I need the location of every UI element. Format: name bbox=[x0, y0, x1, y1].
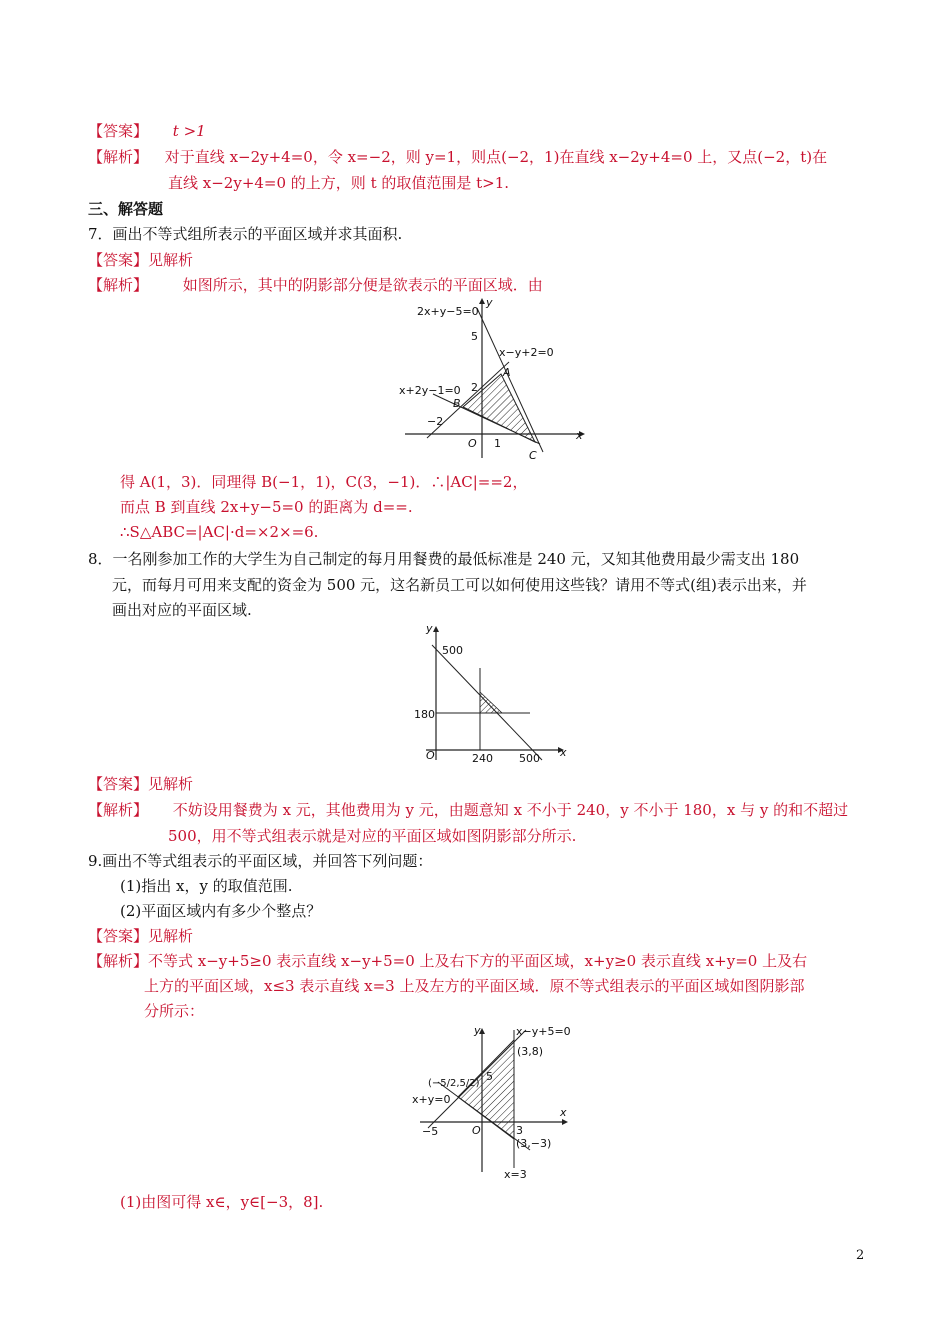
point-c-label: C bbox=[529, 449, 537, 462]
analysis-text: 如图所示，其中的阴影部分便是欲表示的平面区域．由 bbox=[182, 276, 543, 294]
point-b-label: B bbox=[453, 397, 461, 410]
analysis-tag: 【解析】 bbox=[88, 952, 149, 970]
answer-text: 见解析 bbox=[148, 775, 194, 793]
q8-analysis-line2: 500，用不等式组表示就是对应的平面区域如图阴影部分所示. bbox=[168, 827, 577, 845]
page-number: 2 bbox=[856, 1248, 865, 1263]
label-x-2y-1: x+2y−1=0 bbox=[399, 384, 461, 397]
x-axis-arrow-icon bbox=[562, 1119, 568, 1125]
q8-question-line1: 8．一名刚参加工作的大学生为自己制定的每月用餐费的最低标准是 240 元，又知其他费用最少需支出 180 bbox=[88, 550, 800, 568]
line-x-plus-y-500 bbox=[432, 645, 542, 760]
answer-tag: 【答案】 bbox=[88, 251, 149, 269]
origin-label: O bbox=[472, 1124, 481, 1137]
q8-answer bbox=[88, 774, 193, 794]
analysis-tag: 【解析】 bbox=[88, 276, 149, 294]
x-axis-label: x bbox=[576, 429, 583, 442]
q6-analysis-line2: 直线 x−2y+4=0 的上方，则 t 的取值范围是 t>1. bbox=[168, 174, 510, 192]
x-axis-label: x bbox=[560, 1106, 567, 1119]
x-tick-240: 240 bbox=[472, 752, 493, 765]
q9-analysis-line1 bbox=[88, 951, 807, 971]
point-left-label: (−5/2,5/2) bbox=[428, 1078, 480, 1089]
tick-5: 5 bbox=[471, 330, 478, 343]
point-top-label: (3,8) bbox=[517, 1045, 544, 1058]
tick-5: 5 bbox=[486, 1070, 493, 1083]
tick-1: 1 bbox=[494, 437, 501, 450]
q8-figure bbox=[412, 622, 572, 766]
x-axis-label: x bbox=[560, 746, 567, 759]
x-tick-500: 500 bbox=[519, 752, 540, 765]
shaded-region bbox=[480, 692, 502, 713]
label-2x-y-5: 2x+y−5=0 bbox=[417, 305, 479, 318]
y-axis-label: y bbox=[474, 1024, 481, 1037]
q8-question-line2: 元，而每月可用来支配的资金为 500 元，这名新员工可以如何使用这些钱？请用不等式(组)表示出来，并 bbox=[112, 576, 807, 594]
q7-step3: ∴S△ABC=|AC|·d=×2×=6. bbox=[120, 523, 319, 541]
y-axis-arrow-icon bbox=[479, 298, 485, 304]
point-bottom-label: (3,−3) bbox=[516, 1137, 552, 1150]
answer-tag: 【答案】 bbox=[88, 122, 149, 140]
y-axis-label: y bbox=[486, 296, 493, 309]
q9-sub2: (2)平面区域内有多少个整点？ bbox=[120, 902, 322, 920]
q9-question: 9.画出不等式组表示的平面区域，并回答下列问题： bbox=[88, 852, 433, 870]
q7-analysis bbox=[88, 275, 543, 295]
answer-text: t >1 bbox=[172, 122, 206, 140]
label-x-3: x=3 bbox=[504, 1168, 527, 1181]
origin-label: O bbox=[468, 437, 477, 450]
q7-figure bbox=[395, 298, 595, 464]
answer-text: 见解析 bbox=[148, 251, 194, 269]
q9-answer bbox=[88, 926, 193, 946]
analysis-tag: 【解析】 bbox=[88, 148, 149, 166]
section-heading: 三、解答题 bbox=[88, 200, 164, 218]
y-tick-500: 500 bbox=[442, 644, 463, 657]
label-x-y-5: x−y+5=0 bbox=[516, 1025, 571, 1038]
tick-neg2: −2 bbox=[427, 415, 444, 428]
q8-analysis-line1 bbox=[88, 800, 848, 820]
q9-figure bbox=[410, 1022, 580, 1182]
analysis-text: 不等式 x−y+5≥0 表示直线 x−y+5=0 上及右下方的平面区域，x+y≥0 表示直线 x+y=0 上及右 bbox=[148, 952, 808, 970]
q6-answer bbox=[88, 121, 206, 141]
q9-analysis-line2: 上方的平面区域，x≤3 表示直线 x=3 上及左方的平面区域．原不等式组表示的平面区域如图阴影部 bbox=[144, 977, 805, 995]
q9-analysis-line3: 分所示： bbox=[144, 1002, 205, 1020]
q9-sub1: (1)指出 x，y 的取值范围. bbox=[120, 877, 293, 895]
answer-tag: 【答案】 bbox=[88, 775, 149, 793]
q8-question-line3: 画出对应的平面区域. bbox=[112, 601, 252, 619]
analysis-text: 不妨设用餐费为 x 元，其他费用为 y 元，由题意知 x 不小于 240，y 不小于 180，x 与 y 的和不超过 bbox=[172, 801, 849, 819]
analysis-tag: 【解析】 bbox=[88, 801, 149, 819]
q7-answer bbox=[88, 250, 193, 270]
analysis-text: 对于直线 x−2y+4=0，令 x=−2，则 y=1，则点(−2，1)在直线 x−2y+4=0 上，又点(−2，t)在 bbox=[164, 148, 828, 166]
label-x-y-2: x−y+2=0 bbox=[499, 346, 554, 359]
tick-neg5: −5 bbox=[422, 1125, 439, 1138]
q9-conclusion: (1)由图可得 x∈，y∈[−3，8]. bbox=[120, 1193, 324, 1211]
answer-tag: 【答案】 bbox=[88, 927, 149, 945]
y-tick-180: 180 bbox=[414, 708, 435, 721]
origin-label: O bbox=[426, 749, 435, 762]
q7-question: 7．画出不等式组所表示的平面区域并求其面积. bbox=[88, 225, 403, 243]
y-axis-arrow-icon bbox=[433, 626, 439, 632]
q6-analysis-line1 bbox=[88, 147, 827, 167]
tick-3: 3 bbox=[516, 1124, 523, 1137]
point-a-label: A bbox=[503, 366, 511, 379]
q7-step1: 得 A(1，3)．同理得 B(−1，1)，C(3，−1)．∴|AC|==2， bbox=[120, 473, 528, 491]
tick-2: 2 bbox=[471, 381, 478, 394]
y-axis-label: y bbox=[426, 622, 433, 635]
label-x-plus-y-0: x+y=0 bbox=[412, 1093, 451, 1106]
q7-step2: 而点 B 到直线 2x+y−5=0 的距离为 d==. bbox=[120, 498, 413, 516]
answer-text: 见解析 bbox=[148, 927, 194, 945]
